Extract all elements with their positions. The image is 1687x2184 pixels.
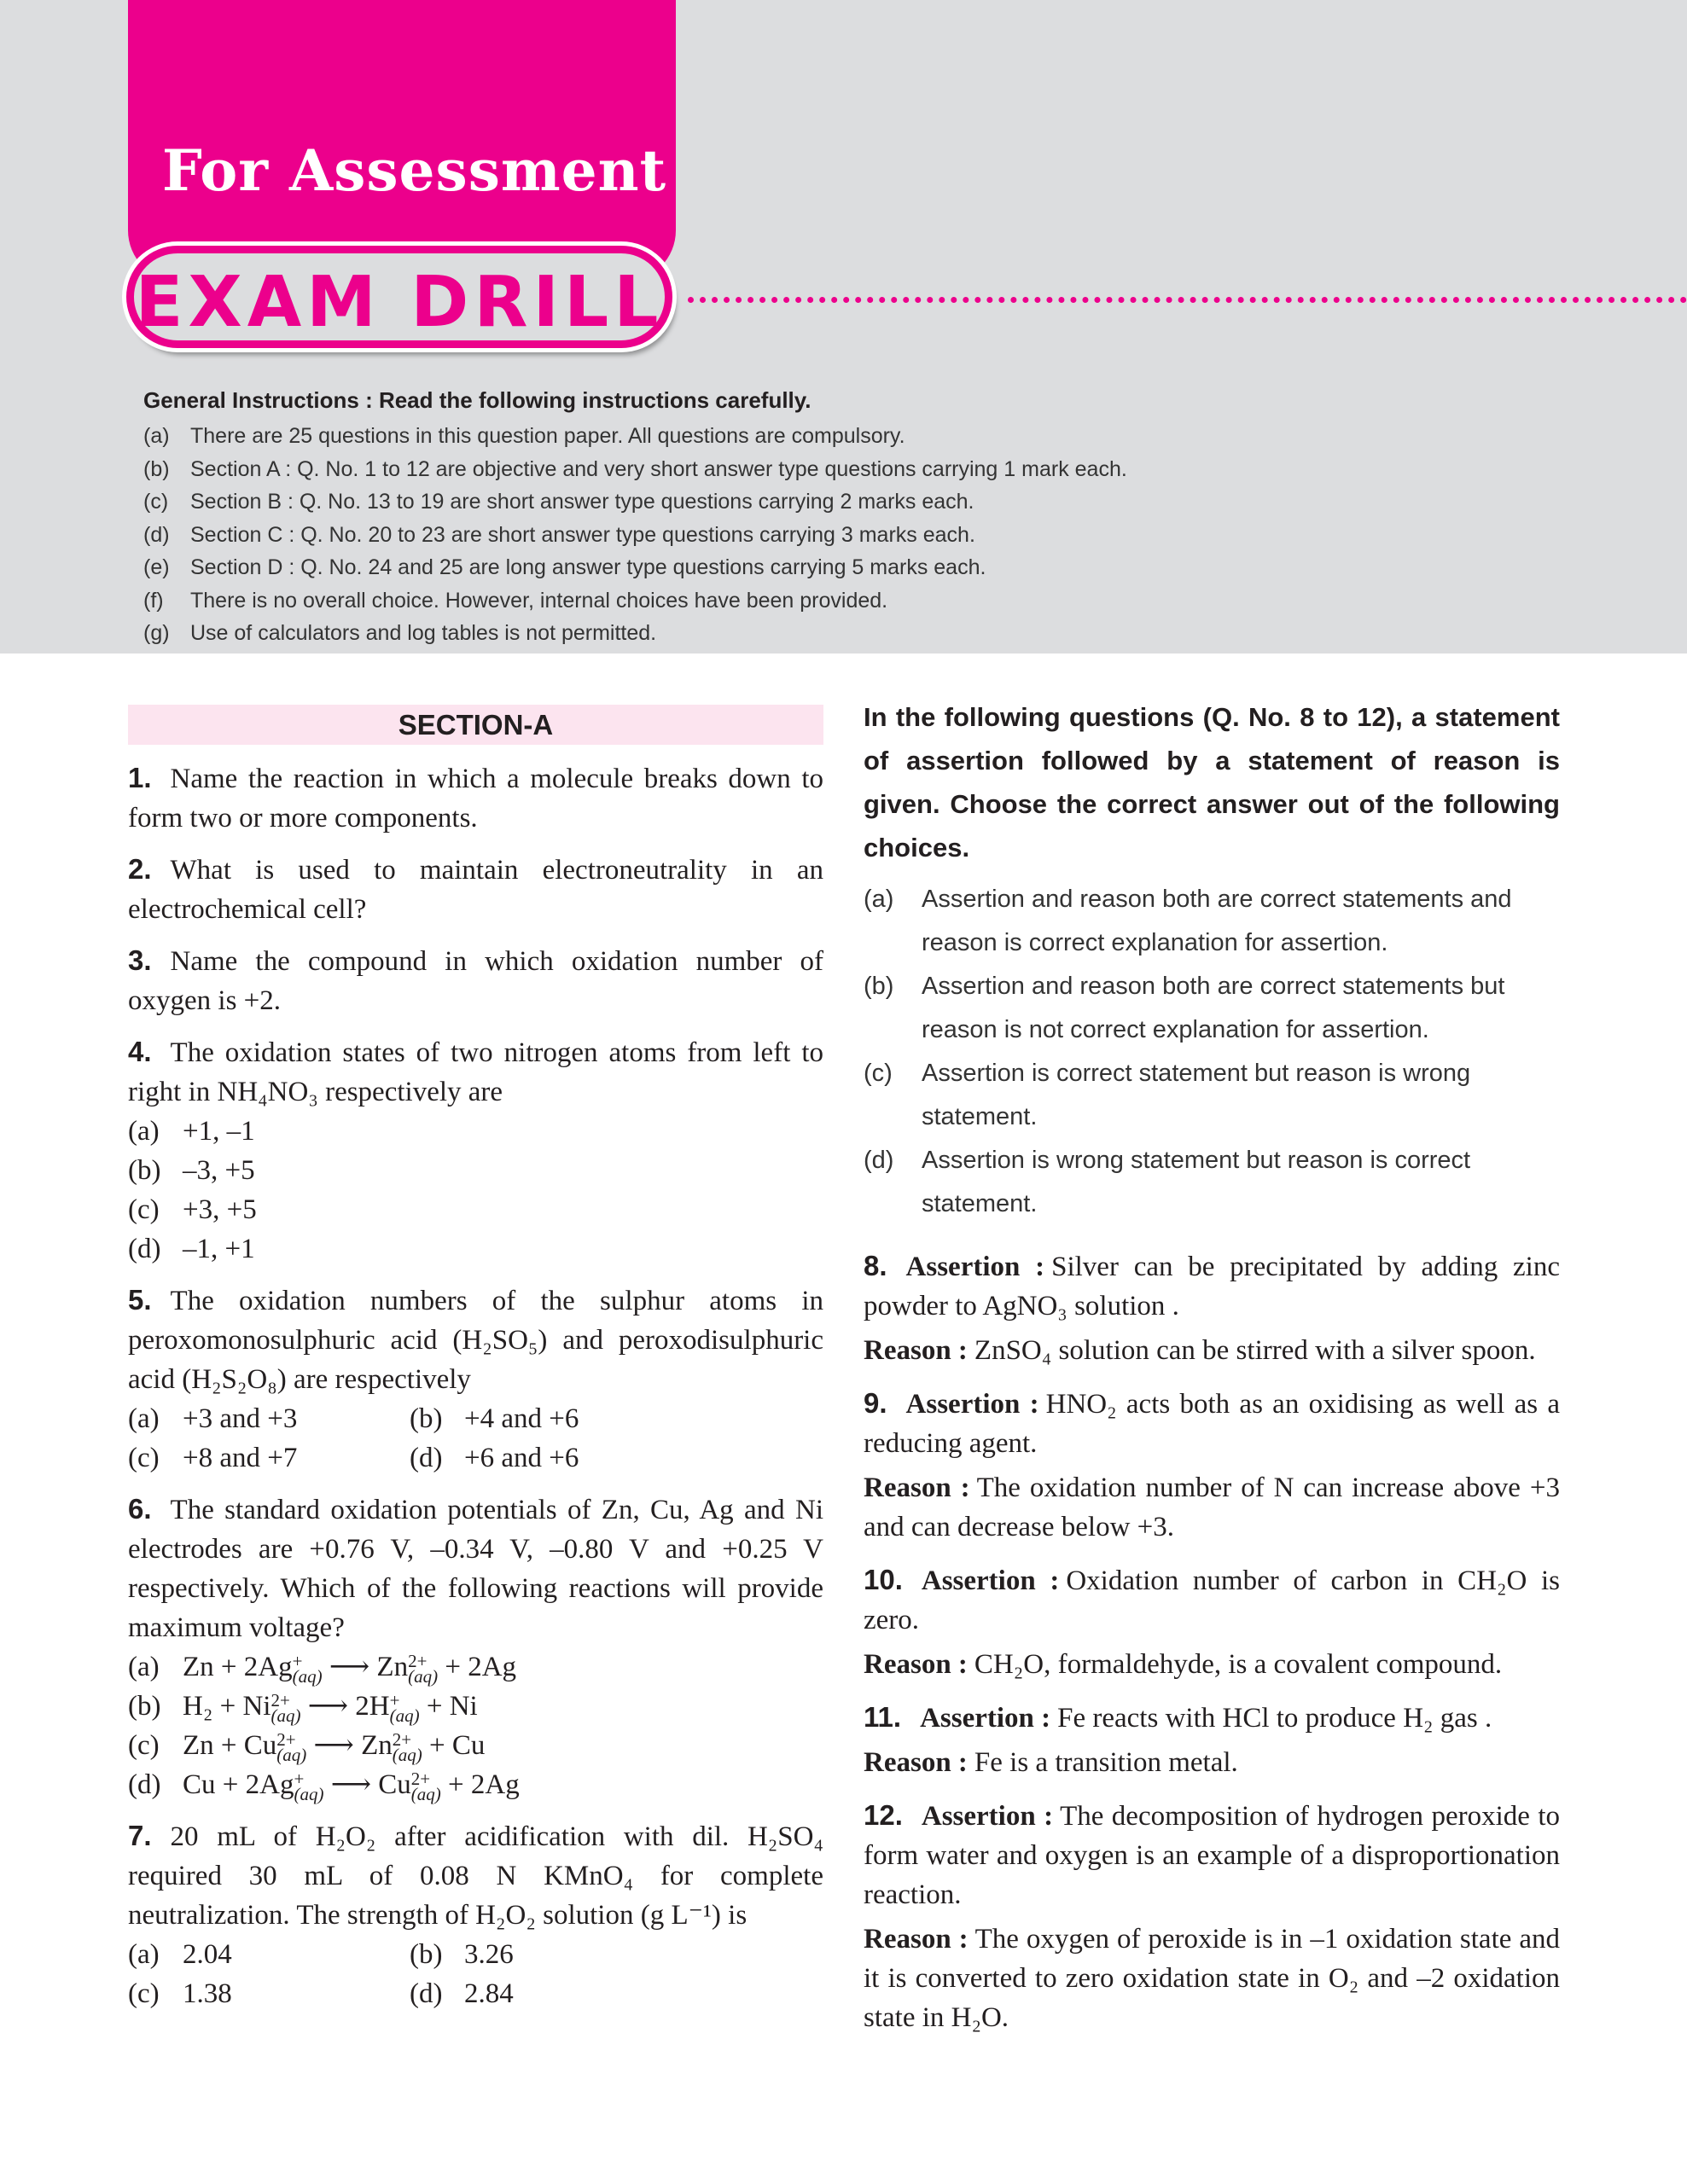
instruction-item — [143, 617, 1127, 650]
assertion-text: The decomposition of hydrogen peroxide to form water and oxygen is an example of a disproportionation reaction. — [864, 1801, 1560, 1910]
instruction-label: (d) — [143, 522, 170, 547]
section-title: SECTION-A — [128, 705, 823, 745]
option-label: (c) — [128, 1730, 160, 1761]
ion-charge-state — [410, 1769, 441, 1805]
assertion-text: Fe reacts with HCl to produce H₂ gas . — [1057, 1703, 1492, 1734]
reason-text: Fe is a transition metal. — [974, 1747, 1238, 1778]
assertion-8 — [864, 1246, 1560, 1326]
state: (aq) — [389, 1705, 420, 1727]
answer-option — [128, 1399, 410, 1438]
choice-text: Assertion and reason both are correct statements but reason is not correct explanation for assertion. — [922, 973, 1505, 1043]
reason-label: Reason : — [864, 1747, 968, 1778]
reason-12 — [864, 1920, 1560, 2037]
option-text: 2.84 — [464, 1978, 514, 2009]
equation-part: ⟶ Zn — [306, 1730, 393, 1761]
equation-part: ⟶ Zn — [322, 1652, 409, 1682]
choice-text: Assertion and reason both are correct statements and reason is correct explanation for assertion. — [922, 886, 1512, 956]
reason-9 — [864, 1468, 1560, 1547]
reason-label: Reason : — [864, 1472, 970, 1503]
answer-option — [128, 1974, 410, 2013]
assertion-reason-choices — [864, 878, 1560, 1226]
choice-item — [864, 878, 1560, 965]
equation-part: + 2Ag — [438, 1652, 517, 1682]
state: (aq) — [294, 1784, 324, 1805]
instruction-text: There is no overall choice. However, internal choices have been provided. — [190, 588, 888, 613]
answer-option — [410, 1935, 691, 1974]
assertion-label: Assertion : — [920, 1703, 1051, 1734]
question-number: 12. — [864, 1799, 903, 1831]
banner-title: EXAM DRILL — [135, 262, 664, 343]
question-number: 2. — [128, 853, 152, 885]
state: (aq) — [410, 1784, 441, 1805]
answer-option — [128, 1112, 823, 1151]
answer-option — [128, 1151, 823, 1190]
option-label: (d) — [128, 1769, 161, 1800]
instruction-item — [143, 420, 1127, 453]
option-text: +3 and +3 — [183, 1403, 298, 1434]
answer-option — [410, 1438, 691, 1478]
assertion-text: Oxidation number of carbon in CH₂O is zero. — [864, 1565, 1560, 1635]
assertion-11 — [864, 1698, 1560, 1738]
reason-label: Reason : — [864, 1924, 969, 1955]
question-text: What is used to maintain electroneutrality in an electrochemical cell? — [128, 855, 823, 925]
question-number: 11. — [864, 1701, 902, 1733]
choice-label: (b) — [864, 973, 894, 1000]
option-text: –3, +5 — [183, 1155, 255, 1186]
instruction-text: Use of calculators and log tables is not permitted. — [190, 621, 657, 645]
answer-option — [128, 1726, 823, 1765]
question-text: The oxidation numbers of the sulphur atoms in peroxomonosulphuric acid (H₂SO₅) and peroxodisulphuric acid (H₂S₂O₈) are respectively — [128, 1286, 823, 1395]
question-text: The standard oxidation potentials of Zn, Cu, Ag and Ni electrodes are +0.76 V, –0.34 V, –0.80 V and +0.25 V respectively. Which of the following reactions will provide maximum voltage? — [128, 1495, 823, 1643]
option-label: (a) — [128, 1652, 160, 1682]
choice-text: Assertion is wrong statement but reason is correct statement. — [922, 1147, 1471, 1217]
exam-drill-badge — [126, 246, 672, 348]
reason-10 — [864, 1645, 1560, 1684]
answer-option — [128, 1438, 410, 1478]
answer-option — [128, 1765, 823, 1804]
assertion-12 — [864, 1796, 1560, 1914]
choice-item — [864, 965, 1560, 1052]
instruction-label: (f) — [143, 588, 164, 613]
charge: 2+ — [410, 1769, 431, 1790]
question-number: 5. — [128, 1284, 152, 1316]
option-label: (d) — [128, 1234, 161, 1264]
ion-charge-state — [392, 1729, 422, 1766]
question-number: 7. — [128, 1820, 152, 1851]
question-text: 20 mL of H₂O₂ after acidification with dil. H₂SO₄ required 30 mL of 0.08 N KMnO₄ for complete neutralization. The strength of H₂O₂ solution (g L⁻¹) is — [128, 1821, 823, 1931]
assertion-text: Silver can be precipitated by adding zinc powder to AgNO₃ solution . — [864, 1252, 1560, 1321]
answer-option — [410, 1399, 691, 1438]
reason-text: The oxidation number of N can increase above +3 and can decrease below +3. — [864, 1472, 1560, 1542]
question-1 — [128, 758, 823, 838]
assertion-9 — [864, 1384, 1560, 1463]
charge: + — [292, 1651, 303, 1672]
left-column — [128, 758, 823, 2025]
option-text: 2.04 — [183, 1939, 232, 1970]
question-4 — [128, 1032, 823, 1269]
instruction-label: (g) — [143, 621, 170, 645]
question-2 — [128, 850, 823, 929]
question-number: 9. — [864, 1387, 887, 1419]
option-text — [183, 1687, 478, 1726]
equation-part: + 2Ag — [440, 1769, 520, 1800]
state: (aq) — [271, 1705, 301, 1727]
choice-item — [864, 1139, 1560, 1226]
assertion-label: Assertion : — [921, 1565, 1060, 1596]
question-number: 4. — [128, 1036, 152, 1067]
option-text — [183, 1647, 516, 1687]
ion-charge-state — [271, 1690, 301, 1727]
option-text — [183, 1765, 520, 1804]
page-header — [0, 0, 1687, 653]
option-row — [128, 1935, 823, 1974]
instruction-item — [143, 485, 1127, 519]
reason-label: Reason : — [864, 1335, 968, 1366]
option-label: (a) — [128, 1403, 160, 1434]
instruction-label: (c) — [143, 490, 169, 514]
option-label: (c) — [128, 1978, 160, 2009]
answer-option — [128, 1647, 823, 1687]
equation-part: + Cu — [422, 1730, 486, 1761]
state: (aq) — [408, 1666, 439, 1687]
choice-text: Assertion is correct statement but reason is wrong statement. — [922, 1060, 1471, 1130]
option-text — [183, 1726, 485, 1765]
option-label: (b) — [128, 1691, 161, 1722]
ion-charge-state — [408, 1651, 439, 1687]
charge: 2+ — [276, 1729, 296, 1751]
option-text: +4 and +6 — [464, 1403, 579, 1434]
question-number: 8. — [864, 1250, 887, 1281]
general-instructions — [143, 386, 1127, 650]
question-7 — [128, 1816, 823, 2013]
reason-8 — [864, 1331, 1560, 1370]
question-text: The oxidation states of two nitrogen atoms from left to right in NH₄NO₃ respectively are — [128, 1037, 823, 1107]
charge: 2+ — [271, 1690, 290, 1711]
question-number: 6. — [128, 1493, 152, 1525]
charge: + — [389, 1690, 400, 1711]
assertion-label: Assertion : — [905, 1389, 1039, 1420]
option-text: 3.26 — [464, 1939, 514, 1970]
question-6 — [128, 1490, 823, 1804]
charge: + — [294, 1769, 305, 1790]
question-5 — [128, 1281, 823, 1478]
ion-charge-state — [292, 1651, 323, 1687]
question-number: 1. — [128, 762, 152, 793]
answer-option — [128, 1229, 823, 1269]
choice-label: (d) — [864, 1147, 894, 1174]
answer-option — [410, 1974, 691, 2013]
option-label: (b) — [128, 1155, 161, 1186]
option-text: +6 and +6 — [464, 1443, 579, 1473]
option-label: (b) — [410, 1939, 443, 1970]
instruction-item — [143, 453, 1127, 486]
equation-part: Cu + 2Ag — [183, 1769, 294, 1800]
assertion-10 — [864, 1560, 1560, 1640]
charge: 2+ — [408, 1651, 428, 1672]
reason-text: ZnSO₄ solution can be stirred with a silver spoon. — [974, 1335, 1536, 1366]
dotted-divider — [688, 297, 1687, 303]
equation-part: Zn + 2Ag — [183, 1652, 293, 1682]
equation-part: H₂ + Ni — [183, 1691, 271, 1722]
option-label: (d) — [410, 1978, 443, 2009]
equation-part: ⟶ Cu — [323, 1769, 411, 1800]
ion-charge-state — [389, 1690, 420, 1727]
instructions-heading: General Instructions : Read the following instructions carefully. — [143, 387, 812, 413]
option-text: –1, +1 — [183, 1234, 255, 1264]
answer-option — [128, 1687, 823, 1726]
assertion-reason-intro: In the following questions (Q. No. 8 to 12), a statement of assertion followed by a statement of reason is given. Choose the correct answer out of the following choices. — [864, 702, 1560, 863]
instruction-text: Section C : Q. No. 20 to 23 are short answer type questions carrying 3 marks each. — [190, 522, 975, 547]
instruction-label: (e) — [143, 555, 170, 579]
instruction-item — [143, 551, 1127, 584]
instruction-item — [143, 519, 1127, 552]
choice-label: (a) — [864, 886, 894, 913]
assertion-label: Assertion : — [921, 1801, 1054, 1832]
equation-part: + Ni — [419, 1691, 478, 1722]
question-3 — [128, 941, 823, 1020]
instruction-text: There are 25 questions in this question paper. All questions are compulsory. — [190, 424, 905, 448]
question-text: Name the compound in which oxidation number of oxygen is +2. — [128, 946, 823, 1016]
equation-part: Zn + Cu — [183, 1730, 277, 1761]
instruction-label: (a) — [143, 424, 170, 448]
state: (aq) — [292, 1666, 323, 1687]
option-text: +1, –1 — [183, 1116, 255, 1147]
question-number: 3. — [128, 944, 152, 976]
instruction-text: Section B : Q. No. 13 to 19 are short answer type questions carrying 2 marks each. — [190, 490, 974, 514]
option-label: (a) — [128, 1939, 160, 1970]
question-number: 10. — [864, 1564, 903, 1595]
equation-part: ⟶ 2H — [300, 1691, 390, 1722]
option-text: 1.38 — [183, 1978, 232, 2009]
instruction-text: Section A : Q. No. 1 to 12 are objective and very short answer type questions carrying 1 mark each. — [190, 456, 1127, 481]
choice-label: (c) — [864, 1060, 893, 1087]
answer-option — [128, 1190, 823, 1229]
instruction-text: Section D : Q. No. 24 and 25 are long answer type questions carrying 5 marks each. — [190, 555, 986, 579]
right-column — [864, 695, 1560, 2037]
ion-charge-state — [276, 1729, 307, 1766]
option-text: +8 and +7 — [183, 1443, 298, 1473]
option-row — [128, 1438, 823, 1478]
reason-text: The oxygen of peroxide is in –1 oxidation state and it is converted to zero oxidation state in O₂ and –2 oxidation state in H₂O. — [864, 1924, 1560, 2033]
option-label: (c) — [128, 1194, 160, 1225]
banner-subtitle: For Assessment — [162, 137, 667, 204]
option-label: (d) — [410, 1443, 443, 1473]
option-label: (c) — [128, 1443, 160, 1473]
option-row — [128, 1399, 823, 1438]
state: (aq) — [392, 1745, 422, 1766]
option-text: +3, +5 — [183, 1194, 257, 1225]
choice-item — [864, 1052, 1560, 1139]
option-label: (b) — [410, 1403, 443, 1434]
assertion-label: Assertion : — [905, 1252, 1045, 1282]
reason-11 — [864, 1743, 1560, 1782]
reason-text: CH₂O, formaldehyde, is a covalent compound. — [974, 1649, 1503, 1680]
option-row — [128, 1974, 823, 2013]
question-text: Name the reaction in which a molecule breaks down to form two or more components. — [128, 764, 823, 834]
option-label: (a) — [128, 1116, 160, 1147]
instruction-label: (b) — [143, 456, 170, 481]
ion-charge-state — [294, 1769, 324, 1805]
charge: 2+ — [392, 1729, 412, 1751]
assertion-text: HNO₂ acts both as an oxidising as well as a reducing agent. — [864, 1389, 1560, 1459]
state: (aq) — [276, 1745, 307, 1766]
reason-label: Reason : — [864, 1649, 968, 1680]
answer-option — [128, 1935, 410, 1974]
instruction-item — [143, 584, 1127, 618]
